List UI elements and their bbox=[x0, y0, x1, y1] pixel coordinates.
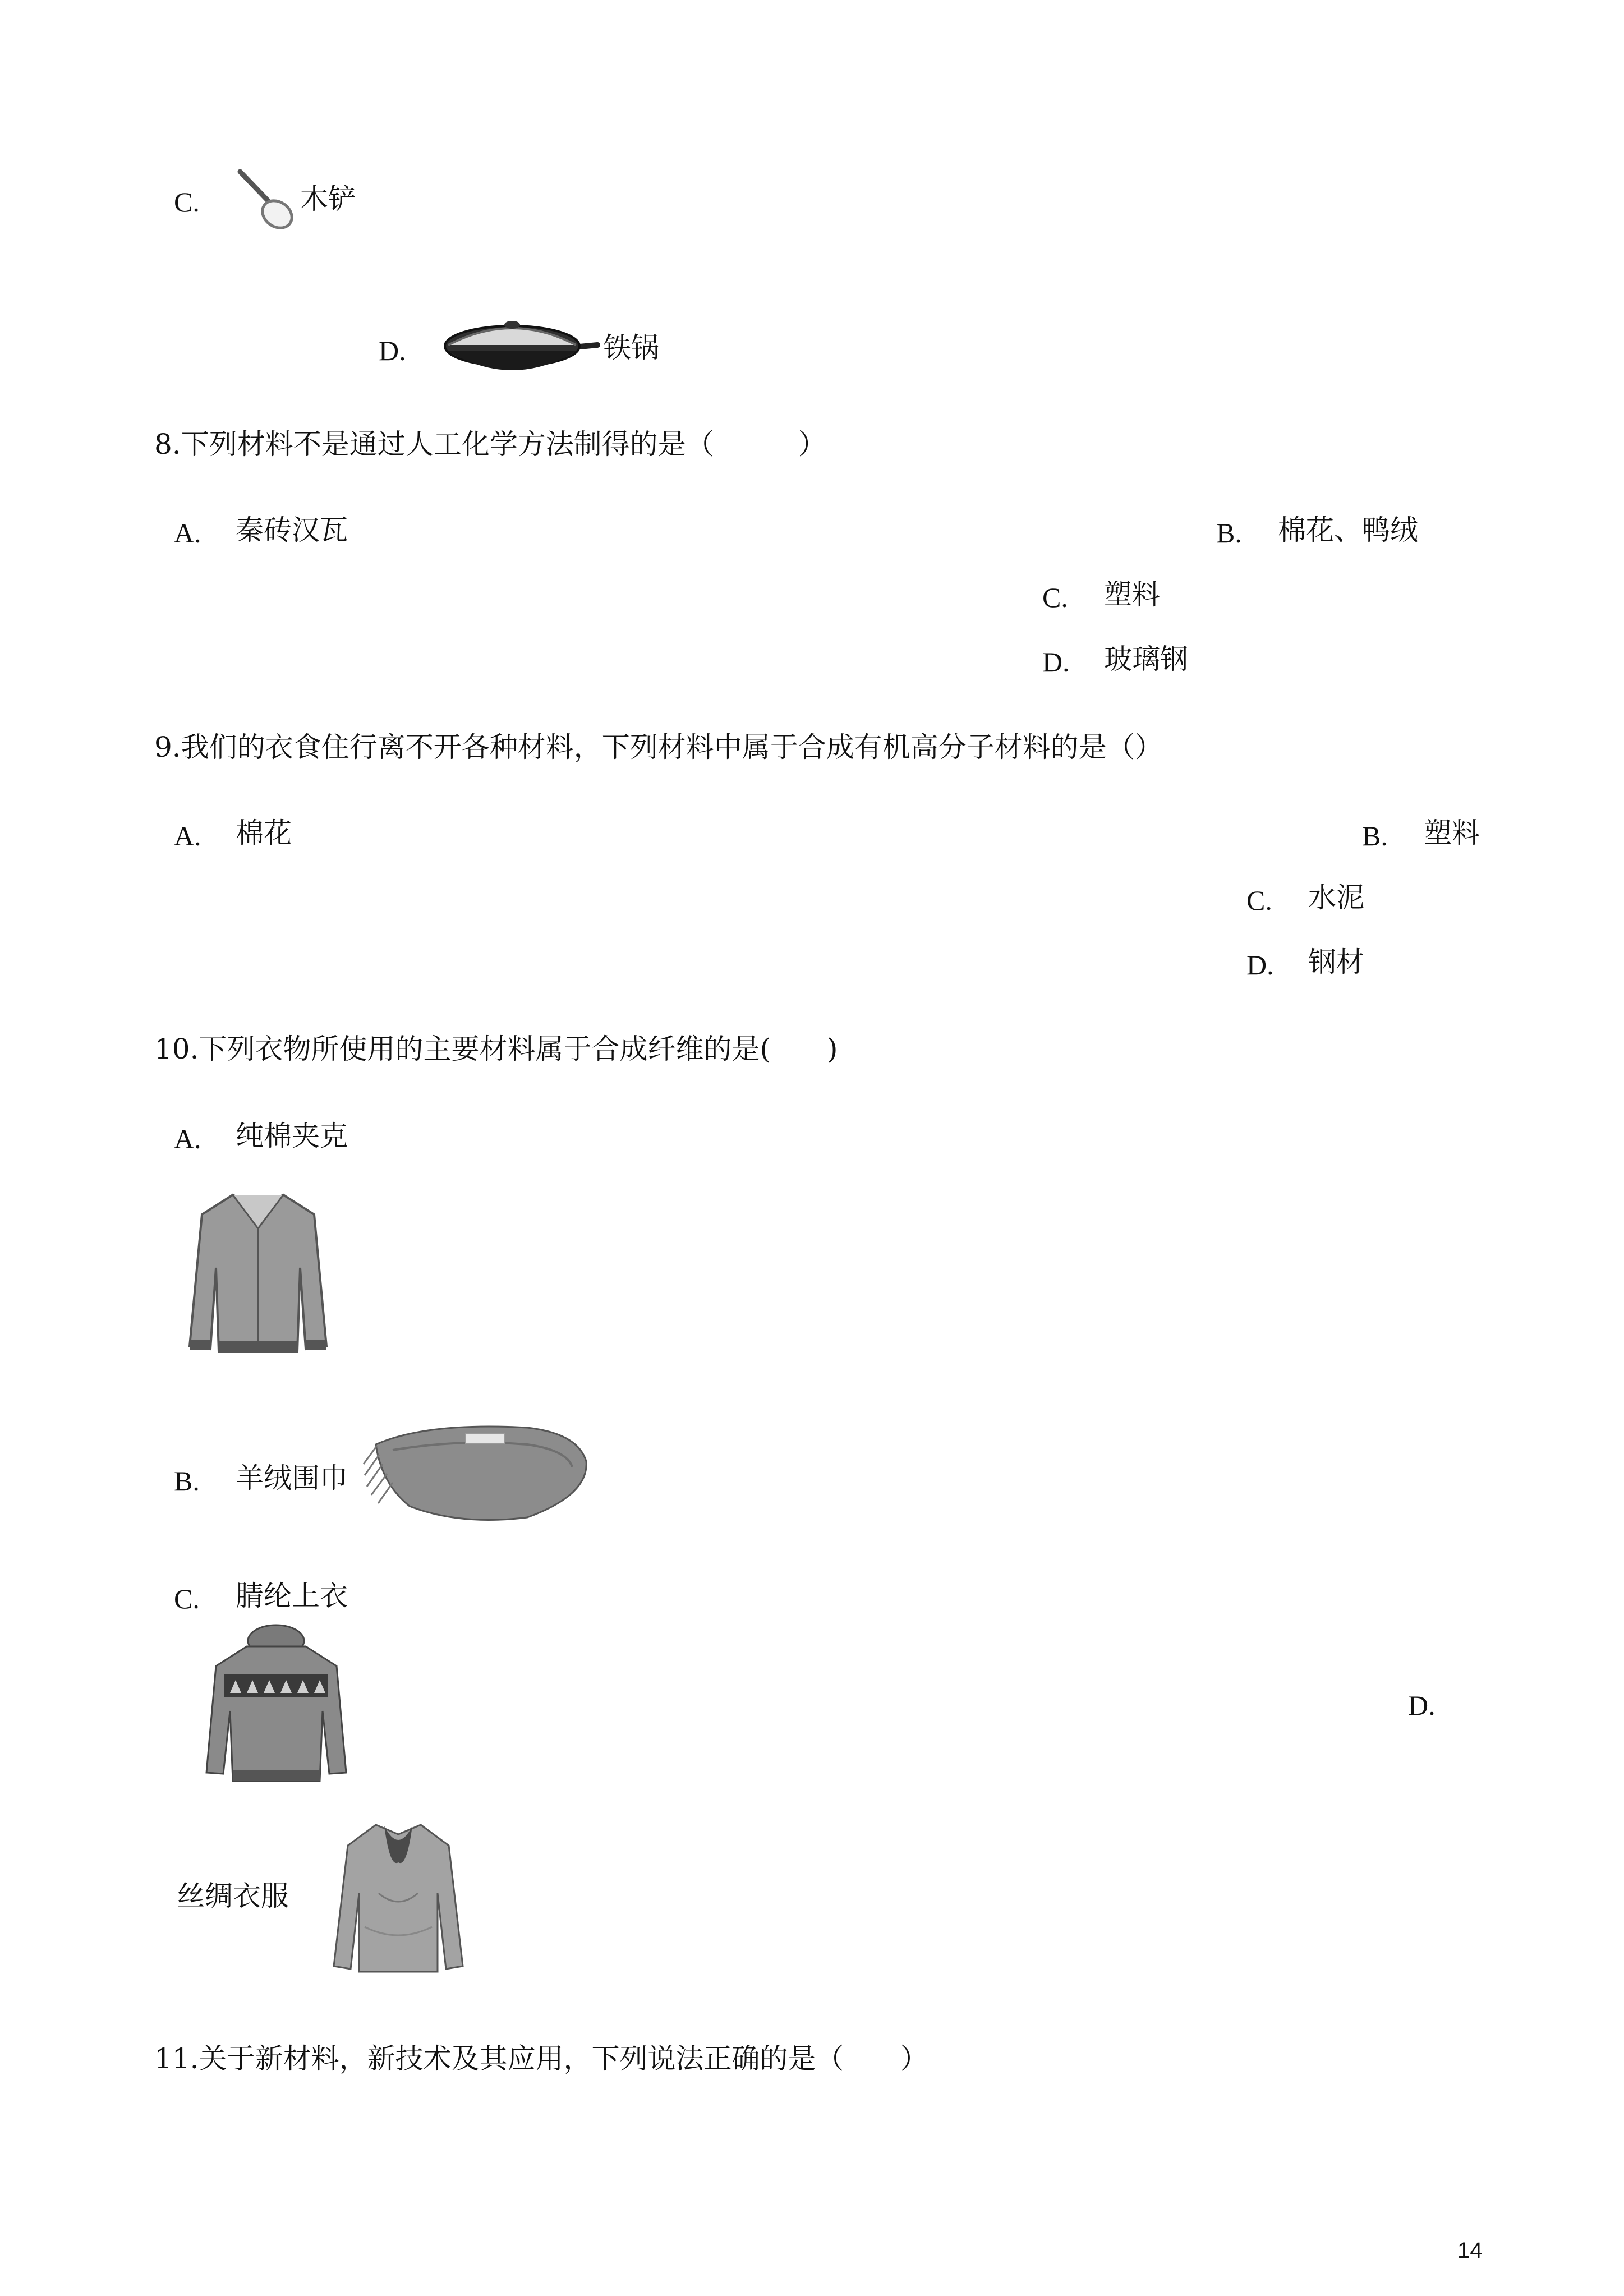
q9-option-d-label[interactable]: D. bbox=[1246, 949, 1274, 981]
q9-option-a-label[interactable]: A. bbox=[174, 820, 201, 852]
q10-option-b-text: 羊绒围巾 bbox=[236, 1462, 348, 1494]
q8-option-d-text: 玻璃钢 bbox=[1104, 643, 1188, 675]
q10-option-d-text: 丝绸衣服 bbox=[177, 1880, 289, 1912]
q10-option-c-text: 腈纶上衣 bbox=[236, 1580, 348, 1612]
scarf-icon bbox=[359, 1411, 595, 1526]
q11-stem: 11.关于新材料，新技术及其应用，下列说法正确的是（ ） bbox=[154, 2042, 928, 2075]
q10-option-c-label[interactable]: C. bbox=[174, 1583, 200, 1614]
page-number: 14 bbox=[1457, 2238, 1483, 2263]
q7-option-c-label: C. bbox=[174, 186, 200, 218]
q8-option-d-label[interactable]: D. bbox=[1042, 646, 1070, 678]
q9-option-c-label[interactable]: C. bbox=[1246, 885, 1272, 916]
q7-option-d-label: D. bbox=[379, 335, 406, 366]
wooden-spatula-icon bbox=[236, 168, 297, 233]
q10-option-a-text: 纯棉夹克 bbox=[236, 1120, 348, 1152]
q8-option-c-label[interactable]: C. bbox=[1042, 582, 1068, 613]
q10-option-b-label[interactable]: B. bbox=[174, 1465, 200, 1497]
q10-option-a-label[interactable]: A. bbox=[174, 1123, 201, 1154]
q7-option-c-text: 木铲 bbox=[300, 183, 356, 215]
iron-wok-icon bbox=[440, 311, 600, 384]
jacket-icon bbox=[180, 1184, 337, 1366]
q8-option-a-text: 秦砖汉瓦 bbox=[236, 514, 348, 546]
q9-option-d-text: 钢材 bbox=[1308, 946, 1364, 978]
silk-blouse-icon bbox=[323, 1815, 474, 1977]
q9-option-b-text: 塑料 bbox=[1424, 817, 1480, 849]
q8-stem: 8.下列材料不是通过人工化学方法制得的是（ ） bbox=[154, 428, 826, 461]
q8-option-c-text: 塑料 bbox=[1104, 578, 1160, 611]
q9-option-a-text: 棉花 bbox=[236, 817, 292, 849]
q9-option-c-text: 水泥 bbox=[1308, 881, 1364, 914]
q7-option-d-text: 铁锅 bbox=[603, 332, 659, 364]
q9-option-b-label[interactable]: B. bbox=[1362, 820, 1388, 852]
q8-option-b-text: 棉花、鸭绒 bbox=[1278, 514, 1418, 546]
q8-option-b-label[interactable]: B. bbox=[1216, 517, 1242, 549]
q8-option-a-label[interactable]: A. bbox=[174, 517, 201, 549]
sweater-icon bbox=[199, 1621, 353, 1789]
q10-stem: 10.下列衣物所使用的主要材料属于合成纤维的是( ) bbox=[154, 1033, 838, 1065]
q10-option-d-label[interactable]: D. bbox=[1408, 1690, 1436, 1721]
q9-stem: 9.我们的衣食住行离不开各种材料，下列材料中属于合成有机高分子材料的是（） bbox=[154, 731, 1163, 763]
